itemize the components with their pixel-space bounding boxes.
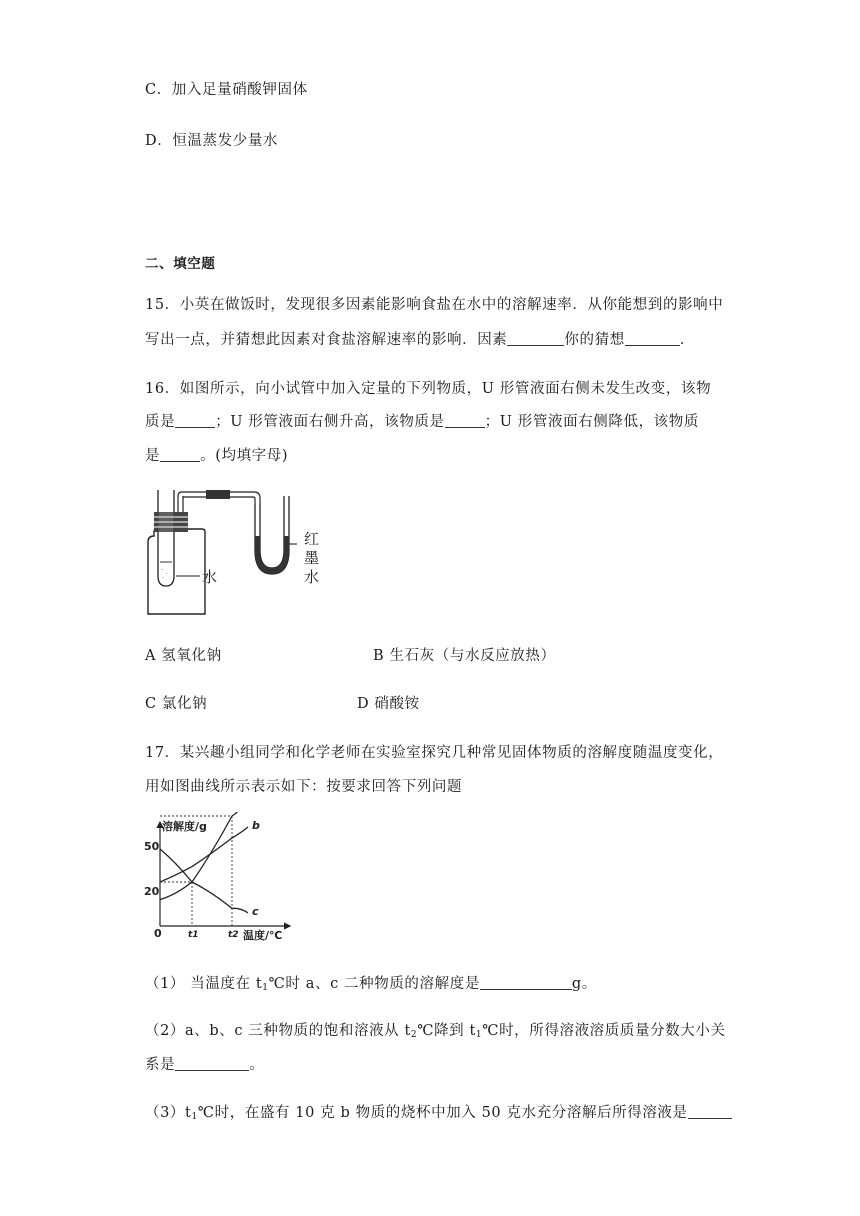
q15-text-c: ． [679,332,695,348]
q17-sub3-text-a: （3）t [145,1105,192,1121]
q16-line1: 16．如图所示，向小试管中加入定量的下列物质，U 形管液面右侧未发生改变，该物 [145,381,712,397]
q17-line2: 用如图曲线所示表示如下：按要求回答下列问题 [145,779,463,795]
q17-sub2-line2 [145,1053,264,1074]
option-c: C 氯化钠 [145,696,208,712]
answer-blank[interactable] [160,447,200,462]
svg-text:·: · [162,575,164,582]
q17-sub2-text-c: ℃时，所得溶液溶质质量分数大小关 [482,1023,726,1039]
svg-text:·: · [161,567,163,574]
label-ink: 墨 [304,549,320,567]
q17-sub3-subscript: 1 [191,1112,198,1122]
q17-sub3-text-b: ℃时，在盛有 10 克 b 物质的烧杯中加入 50 克水充分溶解后所得溶液是 [197,1105,688,1121]
rubber-connector [206,490,230,499]
answer-blank[interactable] [175,413,215,428]
option-d: D 硝酸铵 [357,696,420,712]
q17-sub2-subscript-1: 2 [410,1030,418,1040]
q15-line2 [145,328,695,349]
q17-line1: 17．某兴趣小组同学和化学老师在实验室探究几种常见固体物质的溶解度随温度变化， [145,745,724,761]
answer-blank[interactable] [480,975,572,990]
series-label-c: c [252,904,259,918]
series-label-b: b [252,819,260,832]
q15-text-b: 你的猜想 [564,332,625,348]
q16-text-c: ；U 形管液面右侧降低，该物质 [484,414,699,430]
svg-text:·: · [166,571,168,578]
q17-sub2-text-a: （2）a、b、c 三种物质的饱和溶液从 t [145,1023,411,1039]
answer-blank[interactable] [445,413,485,428]
q15-text-a: 写出一点，并猜想此因素对食盐溶解速率的影响．因素 [145,332,508,348]
solubility-chart [140,812,300,942]
q16-text-e: 。(均填字母) [200,448,289,464]
q17-sub2-text-d: 系是 [145,1057,176,1073]
q16-text-a: 质是 [145,414,176,430]
q16-text-d: 是 [145,448,161,464]
option-c-prev: C．加入足量硝酸钾固体 [145,82,308,98]
option-b: B 生石灰（与水反应放热） [373,648,556,664]
curve-b [160,827,248,882]
y-axis-label: 溶解度/g [162,820,207,833]
q16-line3 [145,444,288,465]
q17-sub1-text-b: ℃时 a、c 二种物质的溶解度是 [268,976,480,992]
q17-sub1-text-a: （1） 当温度在 t [145,976,263,992]
apparatus-figure [140,484,340,619]
label-red: 红 [304,530,320,548]
x-tick-t1: t1 [188,930,199,940]
q17-sub2-text-e: 。 [249,1057,265,1073]
q17-sub2-subscript-2: 1 [475,1030,483,1040]
answer-blank[interactable] [625,331,680,346]
label-water-2: 水 [304,568,320,586]
answer-blank[interactable] [507,331,564,346]
answer-blank[interactable] [688,1104,732,1119]
q17-sub2-text-b: ℃降到 t [417,1023,476,1039]
q17-sub3 [145,1101,732,1122]
q16-text-b: ；U 形管液面右侧升高，该物质是 [215,414,445,430]
bottle-outline [148,529,205,614]
origin-label: 0 [154,927,162,940]
q17-sub1-subscript: 1 [262,983,269,993]
y-tick-50: 50 [144,840,160,853]
q17-sub2-line1 [145,1019,726,1040]
label-water: 水 [202,568,218,586]
option-a: A 氢氧化钠 [145,648,222,664]
q17-sub1-text-c: g。 [571,976,597,992]
q17-sub1 [145,972,597,993]
section-title: 二、填空题 [145,256,216,272]
option-d-prev: D．恒温蒸发少量水 [145,133,279,149]
q16-line2 [145,410,699,431]
y-tick-20: 20 [144,885,160,898]
x-axis-label: 温度/℃ [243,929,283,942]
answer-blank[interactable] [175,1056,249,1071]
x-tick-t2: t2 [228,930,239,940]
q15-line1: 15．小英在做饭时，发现很多因素能影响食盐在水中的溶解速率．从你能想到的影响中 [145,297,724,313]
